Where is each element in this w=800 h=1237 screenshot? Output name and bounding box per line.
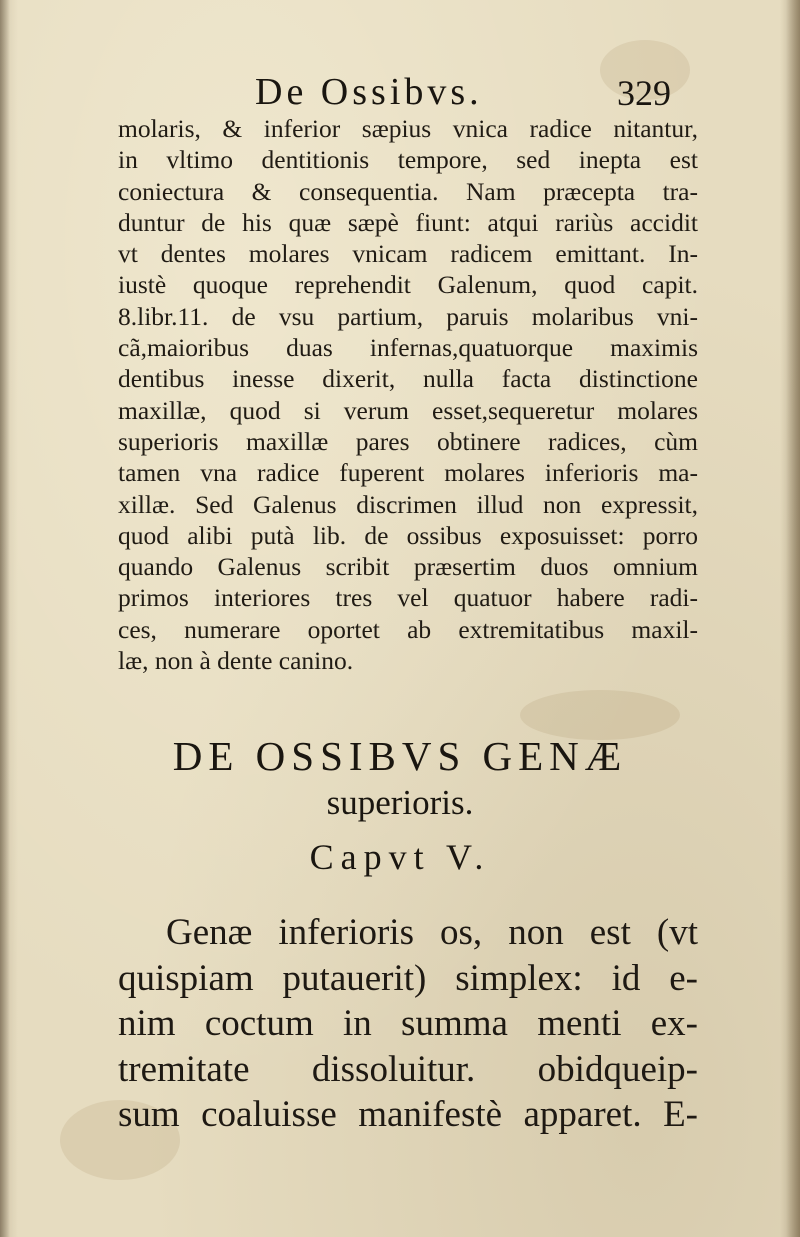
text-line: læ, non à dente canino. — [118, 646, 354, 676]
page-edge-shadow — [786, 0, 800, 1237]
text-line: in vltimo dentitionis tempore, sed inepta est — [118, 145, 698, 175]
text-line: quispiam putauerit) simplex: id e- — [118, 957, 698, 999]
chapter-label: Capvt V. — [309, 837, 491, 877]
text-line: cã,maioribus duas infernas,quatuorque maximis — [118, 333, 698, 363]
text-line: vt dentes molares vnicam radicem emittant. In- — [118, 239, 698, 269]
text-line: molaris, & inferior sæpius vnica radice nitantur, — [118, 114, 698, 143]
spine-shadow — [0, 0, 10, 1237]
text-line: 8.libr.11. de vsu partium, paruis molaribus vni- — [118, 301, 698, 331]
section-subheading: superioris. — [326, 783, 474, 822]
text-line: superioris maxillæ pares obtinere radices, cùm — [118, 426, 698, 456]
text-line: quando Galenus scribit præsertim duos omnium — [118, 552, 698, 582]
text-line: iustè quoque reprehendit Galenum, quod capit. — [118, 270, 698, 300]
text-line: xillæ. Sed Galenus discrimen illud non expressit, — [118, 489, 698, 519]
text-line: sum coaluisse manifestè apparet. E- — [118, 1094, 698, 1135]
text-line: tremitate dissoluitur. obidqueip- — [118, 1048, 698, 1090]
text-line: maxillæ, quod si verum esset,sequeretur molares — [118, 395, 698, 425]
text-line: quod alibi putà lib. de ossibus exposuisset: porro — [118, 520, 698, 550]
text-line: nim coctum in summa menti ex- — [118, 1003, 698, 1044]
section-heading: DE OSSIBVS GENÆ — [172, 733, 628, 779]
text-line: Genæ inferioris os, non est (vt — [166, 912, 698, 953]
text-line: dentibus inesse dixerit, nulla facta distinctione — [118, 364, 698, 394]
text-line: primos interiores tres vel quatuor habere radi- — [118, 583, 698, 613]
body-paragraph — [118, 113, 698, 676]
text-line: tamen vna radice fuperent molares inferioris ma- — [118, 458, 698, 488]
text-line: coniectura & consequentia. Nam præcepta tra- — [118, 176, 698, 206]
running-title: De Ossibvs. — [255, 71, 483, 113]
text-line: duntur de his quæ sæpè fiunt: atqui rariùs accidit — [118, 207, 698, 237]
page-number: 329 — [617, 73, 671, 113]
text-line: ces, numerare oportet ab extremitatibus maxil- — [118, 614, 698, 644]
chapter-paragraph — [118, 910, 698, 1138]
